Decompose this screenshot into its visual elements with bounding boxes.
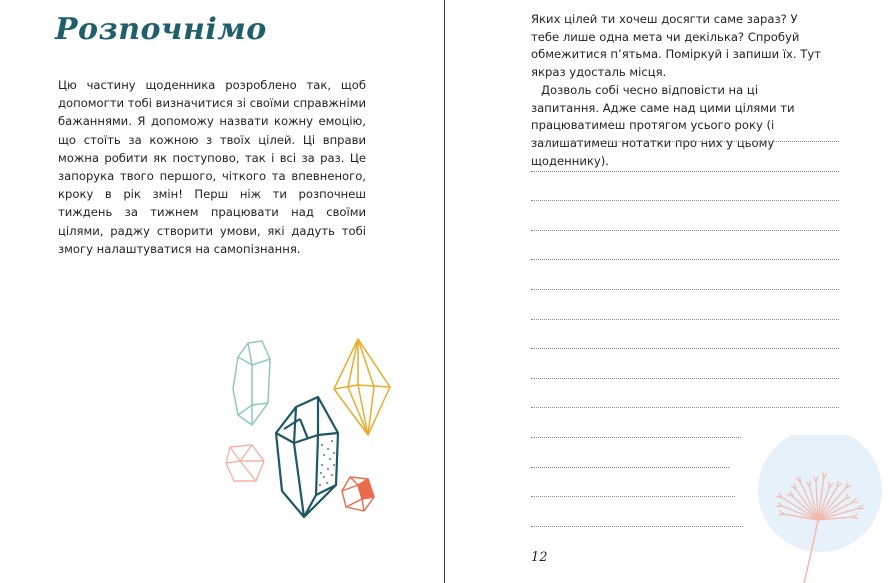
writing-line	[531, 378, 839, 379]
left-page	[0, 0, 444, 583]
mint-crystal	[233, 341, 270, 425]
pink-crystal	[226, 445, 264, 481]
crystals-illustration	[218, 335, 398, 525]
yellow-crystal	[334, 339, 390, 435]
page-title: Розпочнімо	[55, 12, 267, 47]
dandelion-background-circle	[758, 435, 882, 552]
writing-line	[531, 407, 839, 408]
teal-crystal	[276, 397, 338, 517]
right-page	[445, 0, 889, 583]
writing-line	[531, 437, 741, 438]
writing-line	[531, 526, 743, 527]
page-number: 12	[531, 550, 548, 565]
writing-line	[531, 496, 735, 497]
writing-line	[531, 230, 839, 231]
instructions-text	[531, 11, 827, 170]
writing-line	[531, 171, 839, 172]
writing-line	[531, 348, 839, 349]
writing-line	[531, 141, 839, 142]
writing-line	[531, 259, 839, 260]
dandelion-illustration	[740, 435, 889, 583]
instructions-paragraph-1: Яких цілей ти хочеш досягти саме зараз? У тебе лише одна мета чи декілька? Спробуй обмежитися п’ятьма. Поміркуй і запиши їх. Тут якраз удосталь місця.	[531, 12, 821, 80]
writing-line	[531, 200, 839, 201]
writing-line	[531, 467, 729, 468]
writing-line	[531, 289, 839, 290]
coral-crystal	[342, 477, 374, 511]
teal-crystal-dots	[319, 440, 335, 486]
intro-paragraph: Цю частину щоденника розроблено так, щоб допомогти тобі визначитися зі своїми справжніми бажаннями. Я допоможу назвати кожну емоцію, що стоїть за кожною з твоїх цілей. Ці вправи можна робити як поступово, так і всі за раз. Це запорука твого першого, чіткого та впевненого, кроку в рік змін! Перш ніж ти розпочнеш тиждень за тижнем працювати над своїми цілями, раджу створити умови, які дадуть тобі змогу налаштуватися на самопізнання.	[58, 78, 366, 256]
instructions-paragraph-2: Дозволь собі чесно відповісти на ці запитання. Адже саме над цими цілями ти працюватимеш протягом усього року (і залишатимеш нотатки про них у цьому щоденнику).	[531, 82, 795, 168]
writing-line	[531, 319, 839, 320]
